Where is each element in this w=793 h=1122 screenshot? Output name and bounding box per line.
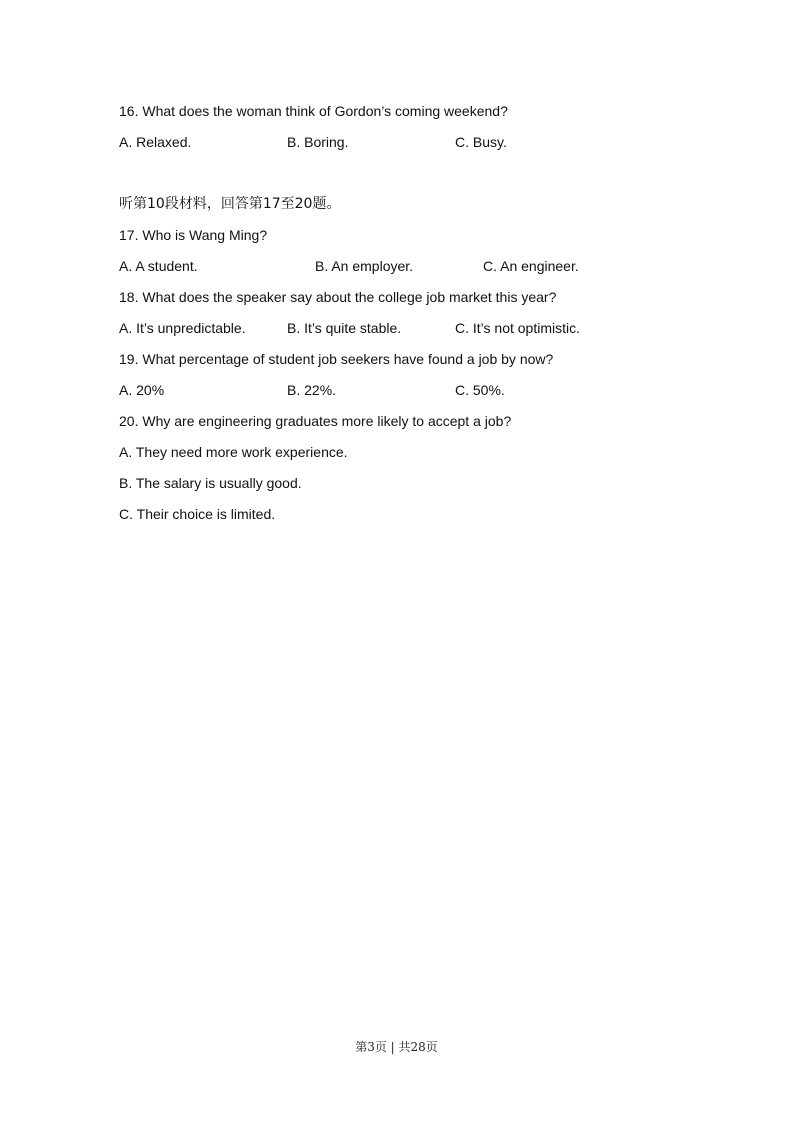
question-19-option-c: C. 50%.	[455, 382, 505, 398]
question-19-options	[119, 380, 679, 400]
question-17-option-c: C. An engineer.	[483, 258, 579, 274]
question-16-option-c: C. Busy.	[455, 134, 507, 150]
question-17-option-b: B. An employer.	[315, 258, 414, 274]
question-20-option-a: A. They need more work experience.	[119, 444, 348, 460]
question-16-option-a: A. Relaxed.	[119, 134, 192, 150]
question-18-option-b: B. It’s quite stable.	[287, 320, 402, 336]
question-17-options	[119, 256, 679, 276]
question-18-options	[119, 318, 679, 338]
question-20: 20. Why are engineering graduates more likely to accept a job?	[119, 413, 512, 429]
question-19-option-a: A. 20%	[119, 382, 165, 398]
question-18-option-a: A. It’s unpredictable.	[119, 320, 246, 336]
question-19: 19. What percentage of student job seekers have found a job by now?	[119, 351, 554, 367]
question-content	[119, 101, 679, 535]
question-16-option-b: B. Boring.	[287, 134, 349, 150]
page-footer: 第3页 | 共28页	[355, 1040, 438, 1054]
question-18: 18. What does the speaker say about the college job market this year?	[119, 289, 557, 305]
question-16-options	[119, 132, 679, 152]
question-20-option-c: C. Their choice is limited.	[119, 506, 276, 522]
question-17-option-a: A. A student.	[119, 258, 198, 274]
question-16: 16. What does the woman think of Gordon’s coming weekend?	[119, 103, 508, 119]
question-20-option-b: B. The salary is usually good.	[119, 475, 302, 491]
question-18-option-c: C. It’s not optimistic.	[455, 320, 581, 336]
question-19-option-b: B. 22%.	[287, 382, 337, 398]
section-heading: 听第10段材料，回答第17至20题。	[119, 196, 341, 212]
section-gap	[119, 163, 679, 194]
question-17: 17. Who is Wang Ming?	[119, 227, 268, 243]
